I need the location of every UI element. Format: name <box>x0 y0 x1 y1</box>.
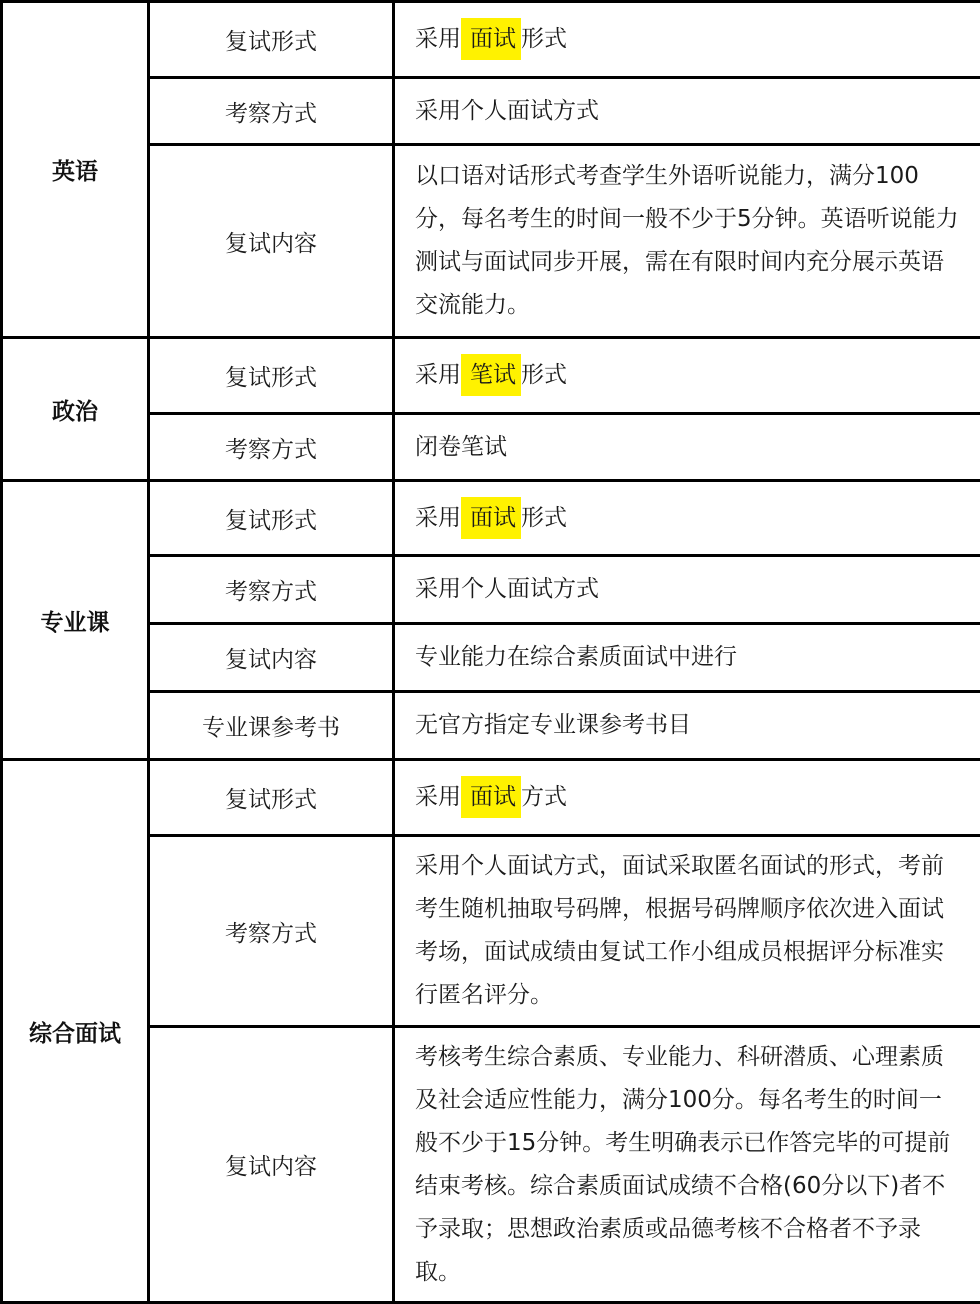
highlighted-keyword: 笔试 <box>461 354 521 396</box>
subject-cell-comprehensive: 综合面试 <box>2 760 149 1303</box>
detail-text: 采用 <box>415 504 461 531</box>
item-label: 专业课参考书 <box>149 692 394 760</box>
item-label: 复试形式 <box>149 481 394 556</box>
table-row <box>2 481 980 556</box>
detail-cell: 专业能力在综合素质面试中进行 <box>394 624 980 692</box>
table-row <box>2 760 980 836</box>
table-row <box>2 692 980 760</box>
table-row <box>2 556 980 624</box>
detail-cell: 考核考生综合素质、专业能力、科研潜质、心理素质及社会适应性能力，满分100分。每名考生的时间一般不少于15分钟。考生明确表示已作答完毕的可提前结束考核。综合素质面试成绩不合格(60分以下)者不予录取；思想政治素质或品德考核不合格者不予录取。 <box>394 1027 980 1303</box>
detail-cell <box>394 760 980 836</box>
detail-text: 形式 <box>521 362 567 388</box>
item-label: 复试内容 <box>149 624 394 692</box>
detail-cell: 采用个人面试方式 <box>394 556 980 624</box>
table-row <box>2 414 980 481</box>
item-label: 考察方式 <box>149 836 394 1027</box>
detail-cell: 闭卷笔试 <box>394 414 980 481</box>
detail-cell <box>394 338 980 414</box>
highlighted-keyword: 面试 <box>461 18 521 60</box>
detail-cell: 采用个人面试方式，面试采取匿名面试的形式，考前考生随机抽取号码牌，根据号码牌顺序依次进入面试考场，面试成绩由复试工作小组成员根据评分标准实行匿名评分。 <box>394 836 980 1027</box>
detail-text: 采用 <box>415 362 461 388</box>
detail-text: 方式 <box>521 784 567 810</box>
item-label: 考察方式 <box>149 78 394 145</box>
table-row <box>2 2 980 78</box>
table-row <box>2 1027 980 1303</box>
detail-cell: 以口语对话形式考查学生外语听说能力，满分100分，每名考生的时间一般不少于5分钟。英语听说能力测试与面试同步开展，需在有限时间内充分展示英语交流能力。 <box>394 145 980 338</box>
table-row <box>2 836 980 1027</box>
table-row <box>2 338 980 414</box>
detail-text: 采用 <box>415 26 461 52</box>
highlighted-keyword: 面试 <box>461 776 521 818</box>
subject-cell-politics: 政治 <box>2 338 149 481</box>
subject-cell-english: 英语 <box>2 2 149 338</box>
table-row <box>2 145 980 338</box>
item-label: 复试形式 <box>149 2 394 78</box>
detail-text: 采用 <box>415 784 461 810</box>
item-label: 考察方式 <box>149 414 394 481</box>
subject-cell-major: 专业课 <box>2 481 149 760</box>
item-label: 复试形式 <box>149 760 394 836</box>
item-label: 复试内容 <box>149 1027 394 1303</box>
detail-cell <box>394 481 980 556</box>
detail-text: 形式 <box>521 26 567 52</box>
item-label: 复试内容 <box>149 145 394 338</box>
highlighted-keyword: 面试 <box>461 497 521 539</box>
detail-cell <box>394 2 980 78</box>
item-label: 复试形式 <box>149 338 394 414</box>
table-row <box>2 78 980 145</box>
detail-text: 形式 <box>521 504 567 531</box>
detail-cell: 无官方指定专业课参考书目 <box>394 692 980 760</box>
item-label: 考察方式 <box>149 556 394 624</box>
table-row <box>2 624 980 692</box>
detail-cell: 采用个人面试方式 <box>394 78 980 145</box>
